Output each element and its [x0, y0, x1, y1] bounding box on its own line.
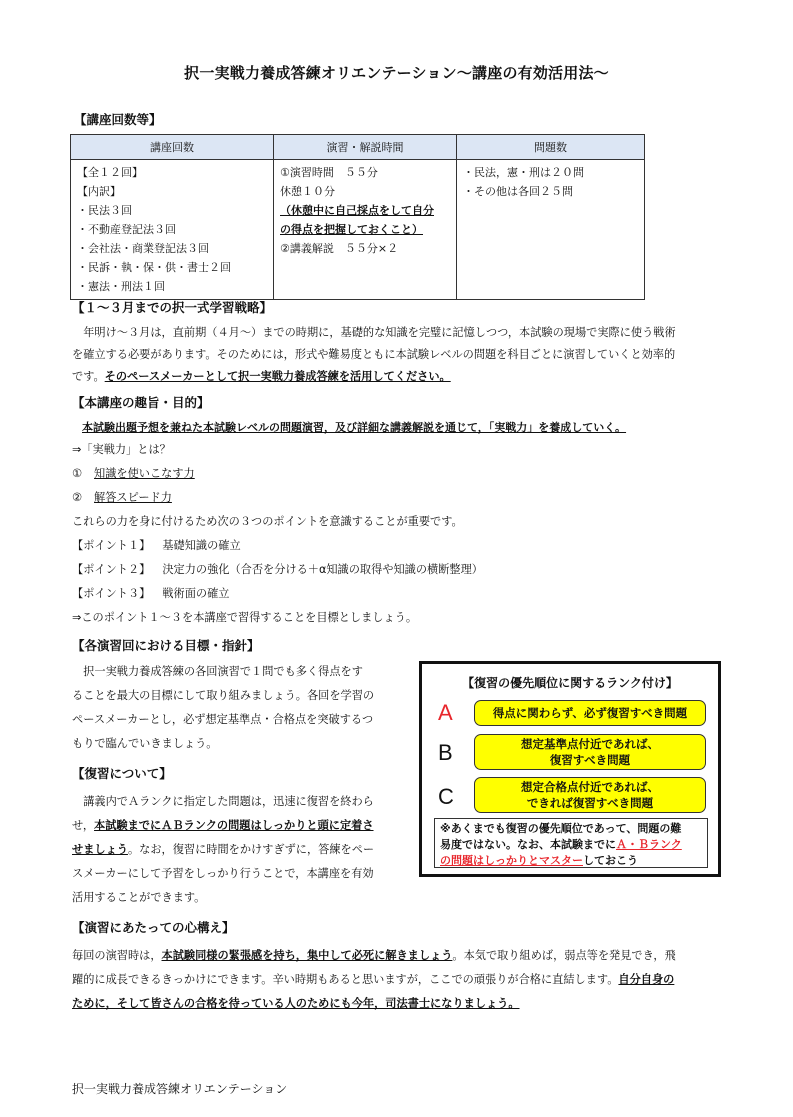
section-heading-purpose: 【本講座の趣旨・目的】: [72, 395, 210, 410]
point-label: 【ポイント１】: [72, 539, 151, 552]
rank-note: [434, 818, 708, 868]
rank-a-pill: [474, 700, 706, 726]
item-number: ①: [72, 467, 83, 480]
emphasis-text: 本試験同様の緊張感を持ち，集中して必死に解きましょう: [161, 949, 453, 962]
paragraph-line: [72, 464, 195, 484]
rank-b-letter: B: [438, 740, 453, 765]
emphasis-text: そのペースメーカーとして択一実戦力養成答練を活用してください。: [104, 370, 451, 383]
text: 。本気で取り組めば，弱点等を発見でき，飛: [452, 949, 676, 962]
paragraph-line: を確立する必要があります。そのためには，形式や難易度ともに本試験レベルの問題を科目ごとに演習していくと効率的: [72, 348, 676, 361]
paragraph-line: 年明け～３月は，直前期（４月～）までの時期に，基礎的な知識を完璧に記憶しつつ，本試験の現場で実際に使う戦術: [72, 326, 676, 339]
emphasis-text: せましょう: [72, 843, 128, 856]
paragraph-line: ることを最大の目標にして取り組みましょう。各回を学習の: [72, 689, 375, 702]
item-number: ②: [72, 491, 83, 504]
paragraph-line: ⇒このポイント１～３を本講座で習得することを目標としましょう。: [72, 611, 418, 624]
section-heading-mindset: 【演習にあたっての心構え】: [72, 920, 235, 935]
list-item: ・民訴・執・保・供・書士２回: [77, 261, 231, 274]
paragraph-line: [72, 840, 374, 860]
list-item: 【内訳】: [77, 185, 121, 198]
paragraph-line: ⇒「実戦力」とは？: [72, 443, 171, 456]
table-cell-questions: [457, 160, 645, 300]
list-item: 【全１２回】: [77, 166, 143, 179]
point-label: 【ポイント３】: [72, 587, 151, 600]
note-emphasis: Ａ・Ｂランク: [616, 838, 682, 851]
paragraph-line: [72, 816, 374, 836]
paragraph-line: [72, 970, 674, 990]
rank-c-pill: [474, 777, 706, 813]
rank-c-text: できれば復習すべき問題: [526, 796, 654, 810]
text: 易度ではない。なお、本試験までに: [440, 838, 616, 851]
list-item: ②講義解説 ５５分×２: [280, 242, 399, 255]
list-item: ・会社法・商業登記法３回: [77, 242, 209, 255]
paragraph-line: [72, 488, 172, 508]
text: 毎回の演習時は，: [72, 949, 162, 962]
point-3: [72, 584, 229, 604]
paragraph-line: [72, 367, 451, 387]
rank-c-text: 想定合格点付近であれば、: [521, 780, 659, 794]
rank-priority-box: [419, 661, 721, 877]
point-1: [72, 536, 241, 556]
list-item: 休憩１０分: [280, 185, 335, 198]
table-cell-time: [274, 160, 457, 300]
emphasis-text: 自分自身の: [618, 973, 675, 986]
table-header: 演習・解説時間: [274, 135, 457, 160]
table-header: 講座回数: [71, 135, 274, 160]
paragraph-line: ペースメーカーとし，必ず想定基準点・合格点を突破するつ: [72, 713, 374, 726]
paragraph-line: もりで臨んでいきましょう。: [72, 737, 218, 750]
table-header: 問題数: [457, 135, 645, 160]
section-heading-strategy: 【１～３月までの択一式学習戦略】: [72, 300, 273, 315]
item-text: 解答スピード力: [94, 491, 172, 504]
section-heading-course-count: 【講座回数等】: [74, 112, 162, 127]
list-item: の得点を把握しておくこと）: [280, 223, 423, 236]
point-label: 【ポイント２】: [72, 563, 151, 576]
point-text: 基礎知識の確立: [162, 539, 241, 552]
rank-box-title: 【復習の優先順位に関するランク付け】: [462, 676, 678, 690]
paragraph-line: 択一実戦力養成答練の各回演習で１問でも多く得点をす: [72, 665, 363, 678]
section-heading-goals: 【各演習回における目標・指針】: [72, 638, 260, 653]
paragraph-line: [72, 946, 676, 966]
rank-a-text: 得点に関わらず、必ず復習すべき問題: [492, 706, 688, 720]
paragraph-line: ために，そして皆さんの合格を待っている人のためにも今年，司法書士になりましょう。: [72, 997, 520, 1010]
rank-b-pill: [474, 734, 706, 770]
note-emphasis: の問題はしっかりとマスター: [440, 854, 583, 867]
table-row: [71, 160, 645, 300]
point-text: 決定力の強化（合否を分ける＋α知識の取得や知識の横断整理）: [162, 563, 483, 576]
item-text: 知識を使いこなす力: [94, 467, 195, 480]
rank-b-text: 想定基準点付近であれば、: [521, 737, 659, 751]
list-item: （休憩中に自己採点をして自分: [280, 204, 434, 217]
list-item: ・民法，憲・刑は２０問: [463, 166, 584, 179]
point-text: 戦術面の確立: [162, 587, 230, 600]
note-line: [440, 853, 702, 869]
text: せ，: [72, 819, 95, 832]
purpose-lead: 本試験出題予想を兼ねた本試験レベルの問題演習，及び詳細な講義解説を通じて，「実戦力」を養成していく。: [82, 421, 627, 434]
note-line: ※あくまでも復習の優先順位であって、問題の難: [440, 822, 682, 835]
point-2: [72, 560, 483, 580]
rank-a-letter: A: [438, 700, 453, 725]
rank-c-letter: C: [438, 784, 454, 809]
note-line: [440, 837, 702, 853]
table-cell-count: [71, 160, 274, 300]
text: 。なお，復習に時間をかけすぎずに，答練をペー: [127, 843, 375, 856]
table-header-row: [71, 135, 645, 160]
schedule-table: [70, 134, 645, 300]
text: 躍的に成長できるきっかけにできます。辛い時期もあると思いますが，ここでの頑張りが合格に直結します。: [72, 973, 619, 986]
paragraph-line: スメーカーにして予習をしっかり行うことで，本講座を有効: [72, 867, 374, 880]
paragraph-line: これらの力を身に付けるため次の３つのポイントを意識することが重要です。: [72, 515, 463, 528]
page-footer: 択一実戦力養成答練オリエンテーション: [72, 1082, 288, 1096]
paragraph-line: 講義内でＡランクに指定した問題は，迅速に復習を終わら: [72, 795, 374, 808]
list-item: ・その他は各回２５問: [463, 185, 573, 198]
text: しておこう: [583, 854, 638, 867]
page-title: 択一実戦力養成答練オリエンテーション～講座の有効活用法～: [184, 64, 609, 82]
paragraph-line: 活用することができます。: [72, 891, 206, 904]
rank-b-text: 復習すべき問題: [549, 753, 631, 767]
list-item: ・民法３回: [77, 204, 132, 217]
list-item: ①演習時間 ５５分: [280, 166, 378, 179]
emphasis-text: 本試験までにＡＢランクの問題はしっかりと頭に定着さ: [94, 819, 374, 832]
list-item: ・憲法・刑法１回: [77, 280, 165, 293]
section-heading-review: 【復習について】: [72, 766, 172, 781]
list-item: ・不動産登記法３回: [77, 223, 176, 236]
text: です。: [72, 370, 105, 383]
